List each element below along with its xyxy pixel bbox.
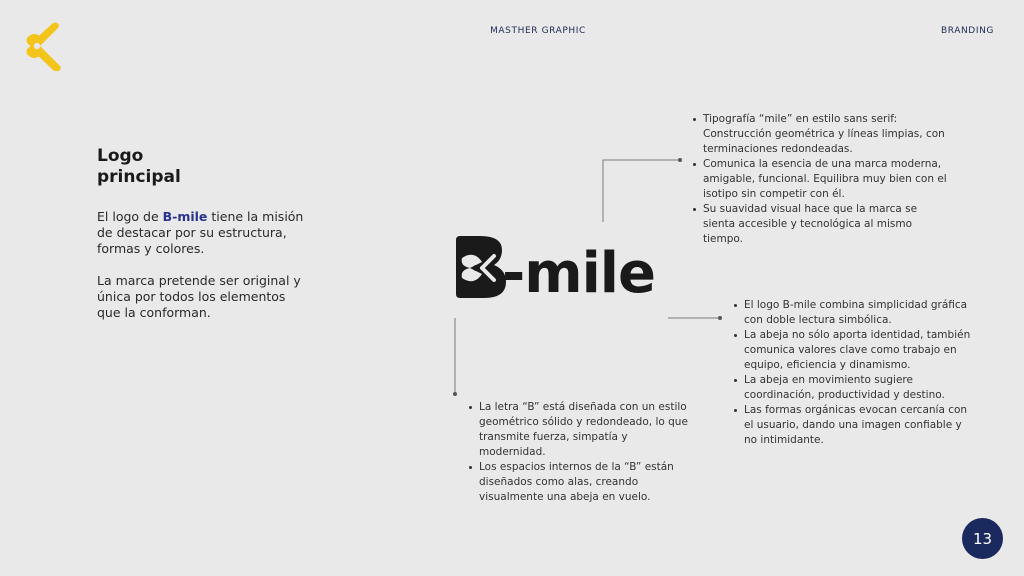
list-item: Tipografía “mile” en estilo sans serif: Construcción geométrica y líneas limpias, con terminaciones redondeadas.	[692, 112, 952, 157]
page-title-line-2: principal	[97, 167, 181, 187]
header-section-label: BRANDING	[940, 26, 994, 36]
letter-b-notes	[468, 400, 688, 505]
page-title-line-1: Logo	[97, 146, 144, 166]
list-item: Los espacios internos de la “B” están diseñados como alas, creando visualmente una abeja en vuelo.	[468, 460, 688, 505]
typography-notes	[692, 112, 952, 247]
header-title: MASTHER GRAPHIC	[490, 26, 586, 36]
list-item: Su suavidad visual hace que la marca se sienta accesible y tecnológica al mismo tiempo.	[692, 202, 952, 247]
list-item: Las formas orgánicas evocan cercanía con el usuario, dando una imagen confiable y no intimidante.	[733, 403, 973, 448]
logo-wordmark: -mile	[502, 241, 655, 302]
list-item: Comunica la esencia de una marca moderna, amigable, funcional. Equilibra muy bien con el isotipo sin competir con él.	[692, 157, 952, 202]
list-item: El logo B-mile combina simplicidad gráfica con doble lectura simbólica.	[733, 298, 973, 328]
symbolism-notes	[733, 298, 973, 448]
intro-paragraph-1	[97, 209, 312, 257]
b-bee-icon	[456, 236, 506, 298]
list-item: La abeja en movimiento sugiere coordinación, productividad y destino.	[733, 373, 973, 403]
page-number-badge: 13	[962, 518, 1003, 559]
list-item: La abeja no sólo aporta identidad, también comunica valores clave como trabajo en equipo, eficiencia y dinamismo.	[733, 328, 973, 373]
intro-p1-end: tiene la misión de destacar por su estructura, formas y colores.	[97, 209, 304, 256]
list-item: La letra “B” está diseñada con un estilo geométrico sólido y redondeado, lo que transmite fuerza, simpatía y modernidad.	[468, 400, 688, 460]
intro-paragraph-2: La marca pretende ser original y única por todos los elementos que la conforman.	[97, 273, 301, 320]
bmile-logo	[452, 232, 678, 302]
page-title	[97, 146, 181, 188]
intro-text	[97, 209, 312, 337]
intro-p1-start: El logo de	[97, 209, 163, 224]
brand-name: B-mile	[162, 209, 208, 224]
